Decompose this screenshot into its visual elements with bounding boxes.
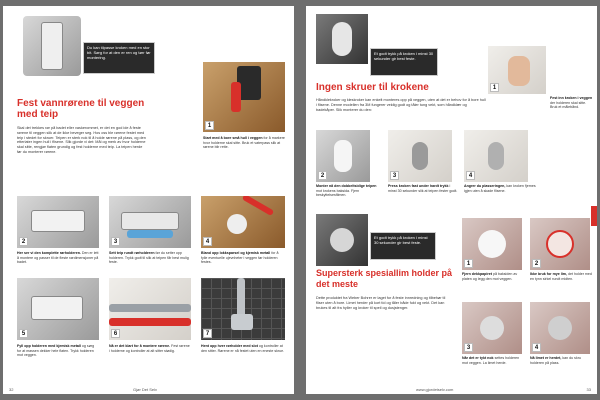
photo-glue-step-4: [530, 302, 590, 354]
left-page: [3, 6, 294, 394]
caption-step-6: [109, 344, 191, 370]
caption-lead: Ikke bruk for mye lim,: [530, 272, 567, 276]
spatula-shape: [242, 196, 274, 216]
holder-shape: [548, 316, 572, 340]
caption-text: på baksiden av platen og legg den mot veggen.: [462, 272, 518, 281]
bracket-shape: [41, 22, 63, 70]
hook-note: Et godt trykk på kroken i minst 30 sekunder gir best feste.: [370, 48, 438, 76]
step-badge: 7: [203, 329, 212, 338]
photo-step-4: [201, 196, 285, 248]
page-number: 32: [9, 387, 14, 392]
caption-hook-step-2: [316, 184, 382, 208]
caption-text: mot krokens baksida. Fjern beskyttelsesfilmen.: [316, 188, 360, 198]
photo-step-2: [17, 196, 99, 248]
hero-photo-holder: [316, 214, 368, 266]
caption-lead: Fjern dekkpapiret: [462, 272, 492, 276]
step-badge: 3: [390, 171, 399, 180]
photo-hook-step-1: [488, 46, 546, 94]
hero-photo-hook: [316, 14, 368, 64]
drain-shape: [231, 314, 253, 330]
photo-step-6: [109, 278, 191, 340]
caption-glue-step-2: [530, 272, 592, 298]
photo-step-1: [203, 62, 285, 132]
photo-glue-step-2: [530, 218, 590, 270]
right-page: [306, 6, 597, 394]
pipe-shape: [109, 304, 191, 312]
top-note: Du kan tilpasse kroken med en stor bit. Sørg for at den er ren og tørr før montering.: [83, 42, 155, 74]
caption-lead: Monter nå den dobbeltsidige teipen: [316, 184, 377, 188]
caption-text: det holder med en tynn sirkel rundt midten.: [530, 272, 592, 281]
caption-text: for å fylle eventuelle ujevnheter i veggen før holderen festes.: [201, 251, 279, 265]
step-badge: 2: [532, 259, 541, 268]
caption-text: Fest rørene i holderne og kontroller at alt sitter stødig.: [109, 344, 190, 353]
headline-hooks: Ingen skruer til krokene: [316, 82, 429, 93]
caption-step-2: [17, 251, 99, 273]
caption-glue-step-1: [462, 272, 524, 298]
caption-step-5: [17, 344, 99, 370]
caption-glue-step-3: [462, 356, 524, 382]
drill-bit-shape: [231, 82, 241, 112]
caption-lead: Sett teip rundt rørholderen: [109, 251, 155, 255]
headline-glue: Supersterk spesiallim holder på det meste: [316, 268, 453, 289]
bracket-shape: [121, 212, 179, 230]
intro-text: Skal det trekkes rør på badet eller vaskerommet, er det en god ide å feste rørene til veggen slik at de ikke beveger seg. Hos oss ble rørene festet med teip i stedet for skruer. Teipen er sterk nok til å holde rørene på plass, og den etterlater ingen hull i flisene. Slik gjorde vi det: Mål og merk av hvor holderne skal sitte, rengjør flaten grundig og fest holderne med teip. La teipen herde før du monterer rørene.: [17, 126, 146, 154]
step-badge: 1: [464, 259, 473, 268]
photo-hook-step-3: [388, 130, 452, 182]
photo-hook-step-2: [316, 130, 370, 182]
caption-lead: Angrer du plasseringen,: [464, 184, 506, 188]
caption-lead: Bland opp lokksparsel og kjemisk metall: [201, 251, 271, 255]
caption-lead: Press kroken fast under hardt trykk: [388, 184, 449, 188]
magazine-name: Gjør Det Selv: [133, 387, 158, 392]
photo-glue-step-3: [462, 302, 522, 354]
plate-shape: [546, 230, 574, 258]
step-badge: 2: [318, 171, 327, 180]
step-badge: 4: [466, 171, 475, 180]
caption-lead: Nå limet er herdet,: [530, 356, 562, 360]
step-badge: 1: [490, 83, 499, 92]
caption-lead: Fest inn kroken i veggen: [550, 96, 593, 100]
site-url: www.gjordetselv.com: [416, 387, 454, 392]
caption-step-4: [201, 251, 285, 273]
step-badge: 3: [111, 237, 120, 246]
body-glue: Dette produktet fra Weber Bohrer er laget for å feste innredning og tilbehør til fliser uten å bore. Limet herder på kort tid og tåler både fukt og vekt. Det kan brukes til alt fra hyller og kroker til speil og dusjstenger.: [316, 296, 446, 310]
hook-shape: [412, 142, 428, 170]
caption-lead: Nå er det klart for å montere rørene.: [109, 344, 171, 348]
hand-shape: [508, 56, 530, 86]
step-badge: 4: [532, 343, 541, 352]
caption-hook-step-4: [464, 184, 542, 208]
holder-shape: [330, 228, 354, 252]
caption-text: settes holderen mot veggen. La limet herde.: [462, 356, 520, 365]
step-badge: 2: [19, 237, 28, 246]
page-headline: Fest vannrørene til veggen med teip: [17, 98, 145, 120]
caption-hook-step-1: [550, 96, 594, 124]
caption-text: og sørg for at massen dekker hele flaten. Trykk holderen mot veggen.: [17, 344, 95, 358]
caption-text: i minst 30 sekunder slik at teipen fester godt.: [388, 184, 458, 193]
caption-lead: Når det er tykt nok: [462, 356, 494, 360]
photo-hook-step-4: [464, 130, 528, 182]
pipe-red-shape: [109, 318, 191, 326]
caption-text: for å markere hvor holderne skal sitte. Bruk et vaterpass slik at rørene blir rette.: [203, 136, 285, 150]
caption-lead: Fyll opp holderen med kjemisk metall: [17, 344, 81, 348]
caption-text: kan kroken fjernes igjen uten å skade flisene.: [464, 184, 536, 193]
bracket-shape: [31, 296, 83, 320]
photo-glue-step-1: [462, 218, 522, 270]
plate-shape: [478, 230, 506, 258]
step-badge: 5: [19, 329, 28, 338]
hook-shape: [332, 22, 352, 56]
step-badge: 4: [203, 237, 212, 246]
caption-step-1: [203, 136, 285, 158]
caption-step-7: [201, 344, 285, 370]
step-badge: 6: [111, 329, 120, 338]
photo-step-5: [17, 278, 99, 340]
hook-shape: [334, 140, 352, 172]
caption-text: Den er lett å montere og passer til de fleste rørdimensjoner på badet.: [17, 251, 99, 265]
bracket-shape: [31, 210, 85, 232]
caption-step-3: [109, 251, 191, 273]
step-badge: 3: [464, 343, 473, 352]
caption-text: kan du skru holderen på plass.: [530, 356, 581, 365]
holder-shape: [480, 316, 504, 340]
caption-lead: Start med å bore små hull i veggen: [203, 136, 263, 140]
photo-step-3: [109, 196, 191, 248]
photo-step-7: [201, 278, 285, 340]
caption-text: og kontroller at den sitter. Rørene er nå festet uten en eneste skrue.: [201, 344, 285, 353]
glue-note: Et godt trykk på kroken i minst 30 sekunder gir best feste.: [370, 232, 436, 260]
step-badge: 1: [205, 121, 214, 130]
page-tab-marker: [591, 206, 597, 226]
caption-glue-step-4: [530, 356, 592, 382]
hero-photo-rail-bracket: [23, 16, 81, 76]
page-number: 33: [586, 387, 591, 392]
caption-text: der holderen skal sitte. Bruk et målebånd.: [550, 100, 587, 110]
caption-lead: Her ser vi den komplette rørholderen.: [17, 251, 81, 255]
hook-shape: [488, 142, 504, 170]
putty-shape: [227, 214, 247, 234]
tape-shape: [127, 230, 173, 238]
caption-lead: Hent opp hver rørholder med slot: [201, 344, 258, 348]
caption-hook-step-3: [388, 184, 458, 208]
pipe-shape: [237, 278, 245, 318]
caption-text: før du setter opp holderen. Trykk godt til slik at teipen får best mulig feste.: [109, 251, 189, 265]
body-hooks: Håndklekroker og kleskroker kan enkelt monteres opp på veggen, uten at det er behov for å bore hull i flisene. Denne modellen fra 3M fungerer veldig godt og tåler tung vekt, som håndklær og badekåper. Slik monterer du den:: [316, 98, 486, 112]
